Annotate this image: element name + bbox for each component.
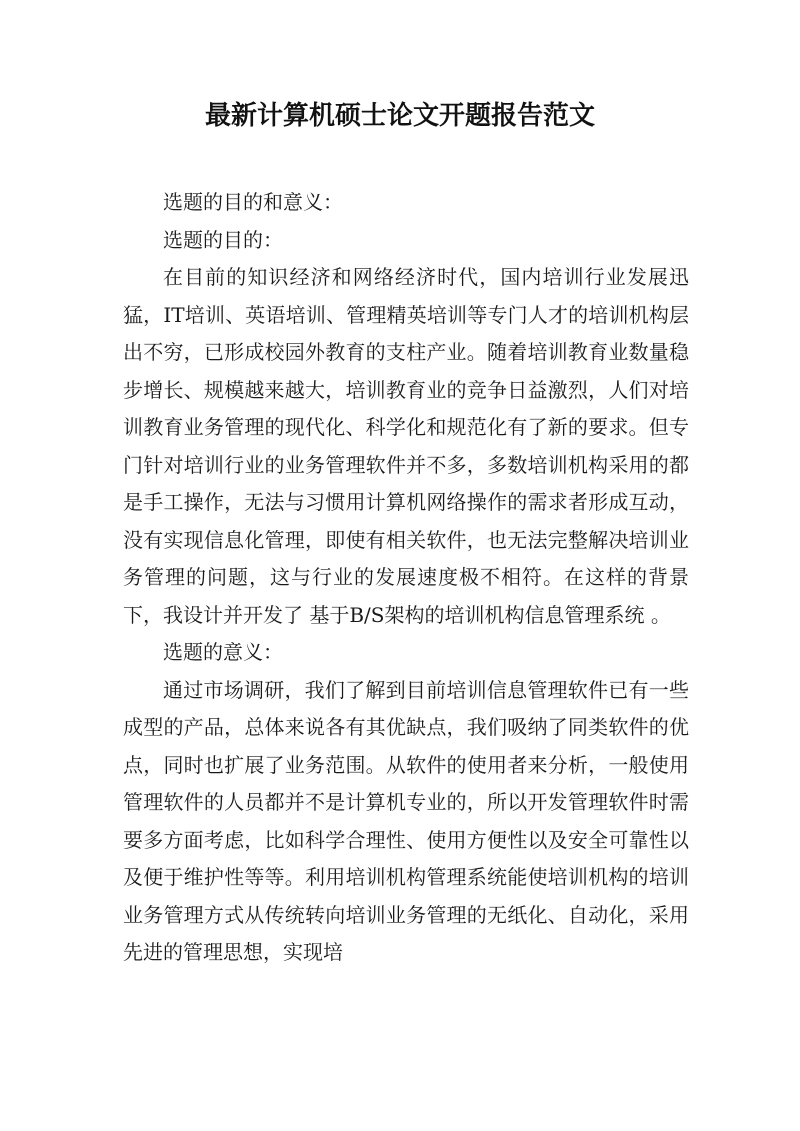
section-heading-purpose-and-significance: 选题的目的和意义： xyxy=(163,190,343,214)
paragraph-significance: 通过市场调研，我们了解到目前培训信息管理软件已有一些成型的产品，总体来说各有其优缺点，我们吸纳了同类软件的优点，同时也扩展了业务范围。从软件的使用者来分析，一般使用管理软件的人员都并不是计算机专业的，所以开发管理软件时需要多方面考虑，比如科学合理性、使用方便性以及安全可靠性以及便于维护性等等。利用培训机构管理系统能使培训机构的培训业务管理方式从传统转向培训业务管理的无纸化、自动化，采用先进的管理思想，实现培 xyxy=(123,677,689,964)
section-heading-significance: 选题的意义： xyxy=(163,640,283,664)
document-body xyxy=(123,184,689,972)
document-title: 最新计算机硕士论文开题报告范文 xyxy=(204,101,595,131)
paragraph-purpose: 在目前的知识经济和网络经济时代，国内培训行业发展迅猛，IT培训、英语培训、管理精英培训等专门人才的培训机构层出不穷，已形成校园外教育的支柱产业。随着培训教育业数量稳步增长、规模越来越大，培训教育业的竞争日益激烈，人们对培训教育业务管理的现代化、科学化和规范化有了新的要求。但专门针对培训行业的业务管理软件并不多，多数培训机构采用的都是手工操作，无法与习惯用计算机网络操作的需求者形成互动，没有实现信息化管理，即使有相关软件，也无法完整解决培训业务管理的问题，这与行业的发展速度极不相符。在这样的背景下，我设计并开发了 基于B/S架构的培训机构信息管理系统 。 xyxy=(123,265,689,627)
section-heading-purpose: 选题的目的： xyxy=(163,227,283,252)
